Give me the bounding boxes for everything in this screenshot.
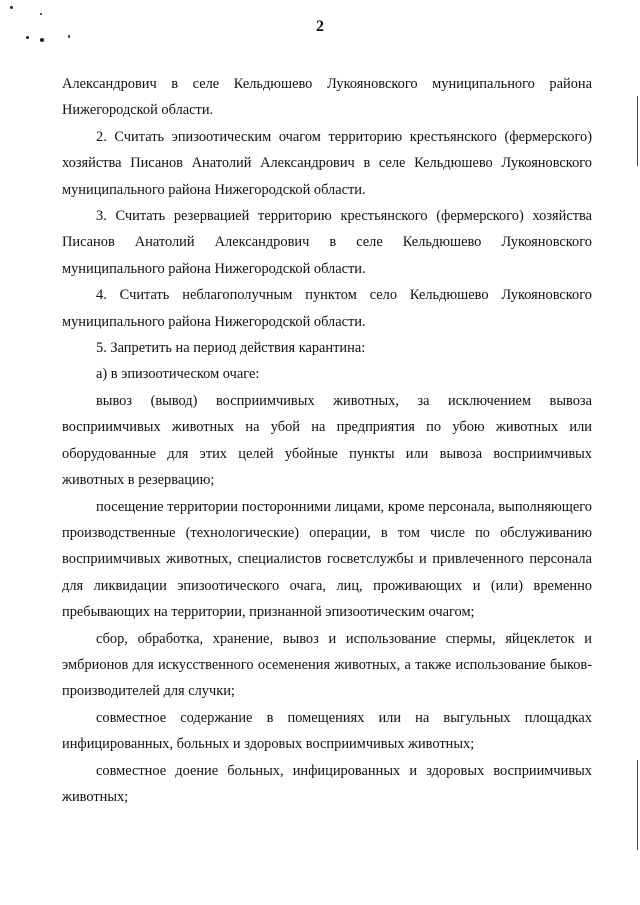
paragraph: Александрович в селе Кельдюшево Лукояновского муниципального района Нижегородской области. xyxy=(62,76,592,119)
scan-edge-line xyxy=(637,760,638,850)
paragraph: посещение территории посторонними лицами, кроме персонала, выполняющего производственные (технологические) операции, в том числе по обслуживанию восприимчивых животных, специалистов госветслужбы и привлеченного персонала для ликвидации эпизоотического очага, лиц, проживающих и (или) временно пребывающих на территории, признанной эпизоотическим очагом; xyxy=(62,498,592,621)
paragraph: 4. Считать неблагополучным пунктом село Кельдюшево Лукояновского муниципального района Нижегородской области. xyxy=(62,287,592,330)
paragraph: совместное содержание в помещениях или на выгульных площадках инфицированных, больных и здоровых восприимчивых животных; xyxy=(62,709,592,753)
paragraph: а) в эпизоотическом очаге: xyxy=(96,366,260,383)
scan-speck xyxy=(10,6,13,9)
scan-speck xyxy=(26,36,29,39)
document-body xyxy=(62,71,592,810)
page-number: 2 xyxy=(316,18,324,35)
paragraph: 3. Считать резервацией территорию крестьянского (фермерского) хозяйства Писанов Анатолий Александрович в селе Кельдюшево Лукояновского муниципального района Нижегородской области. xyxy=(62,208,592,277)
scan-edge-line xyxy=(637,96,638,166)
scan-speck xyxy=(40,38,44,42)
paragraph: сбор, обработка, хранение, вывоз и использование спермы, яйцеклеток и эмбрионов для искусственного осеменения животных, а также использование быков-производителей для случки; xyxy=(62,630,592,700)
paragraph: вывоз (вывод) восприимчивых животных, за исключением вывоза восприимчивых животных на убой на предприятия по убою животных или оборудованные для этих целей убойные пункты или вывоза восприимчивых животных в резервацию; xyxy=(62,392,592,489)
paragraph: 5. Запретить на период действия карантина: xyxy=(96,340,366,357)
paragraph: 2. Считать эпизоотическим очагом территорию крестьянского (фермерского) хозяйства Писанов Анатолий Александрович в селе Кельдюшево Лукояновского муниципального района Нижегородской области. xyxy=(62,128,592,198)
paragraph: совместное доение больных, инфицированных и здоровых восприимчивых животных; xyxy=(62,762,592,805)
scan-speck xyxy=(40,13,42,15)
